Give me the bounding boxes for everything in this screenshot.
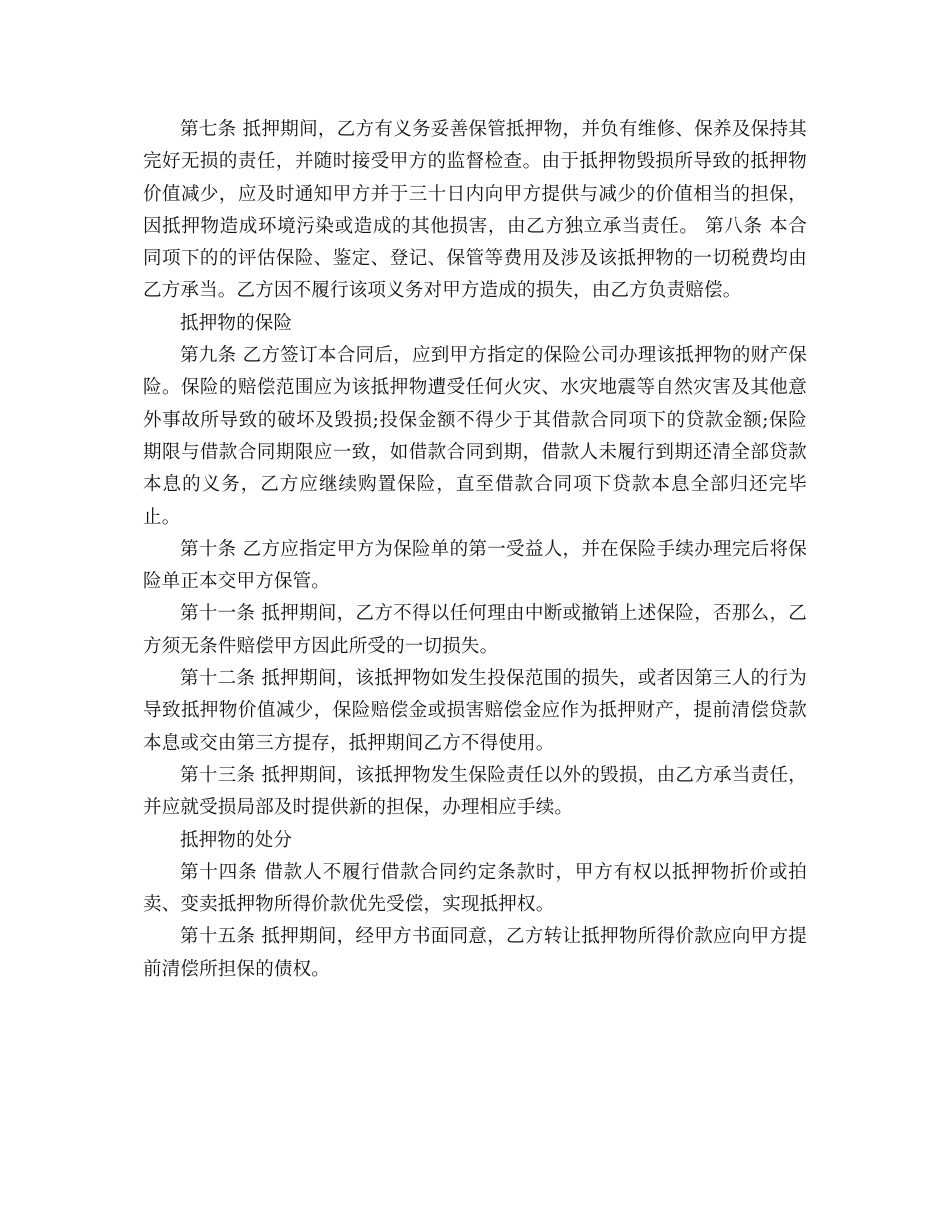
section-heading-disposal: 抵押物的处分 <box>180 829 293 851</box>
section-heading-insurance: 抵押物的保险 <box>180 312 293 334</box>
article-10-paragraph: 第十条 乙方应指定甲方为保险单的第一受益人，并在保险手续办理完后将保险单正本交甲方保管。 <box>143 538 807 593</box>
article-9-paragraph: 第九条 乙方签订本合同后，应到甲方指定的保险公司办理该抵押物的财产保险。保险的赔偿范围应为该抵押物遭受任何火灾、水灾地震等自然灾害及其他意外事故所导致的破坏及毁损;投保金额不得少于其借款合同项下的贷款金额;保险期限与借款合同期限应一致，如借款合同到期，借款人未履行到期还清全部贷款本息的义务，乙方应继续购置保险，直至借款合同项下贷款本息全部归还完毕止。 <box>143 345 807 528</box>
article-14-paragraph: 第十四条 借款人不履行借款合同约定条款时，甲方有权以抵押物折价或拍卖、变卖抵押物所得价款优先受偿，实现抵押权。 <box>143 861 807 916</box>
document-body <box>143 114 807 986</box>
article-11-paragraph: 第十一条 抵押期间，乙方不得以任何理由中断或撤销上述保险，否那么，乙方须无条件赔偿甲方因此所受的一切损失。 <box>143 603 807 657</box>
article-13-paragraph: 第十三条 抵押期间，该抵押物发生保险责任以外的毁损，由乙方承当责任，并应就受损局部及时提供新的担保，办理相应手续。 <box>143 764 807 819</box>
article-15-paragraph: 第十五条 抵押期间，经甲方书面同意，乙方转让抵押物所得价款应向甲方提前清偿所担保的债权。 <box>143 926 807 980</box>
article-7-8-paragraph: 第七条 抵押期间，乙方有义务妥善保管抵押物，并负有维修、保养及保持其完好无损的责任，并随时接受甲方的监督检查。由于抵押物毁损所导致的抵押物价值减少，应及时通知甲方并于三十日内向甲方提供与减少的价值相当的担保，因抵押物造成环境污染或造成的其他损害，由乙方独立承当责任。 第八条 本合同项下的的评估保险、鉴定、登记、保管等费用及涉及该抵押物的一切税费均由乙方承当。乙方因不履行该项义务对甲方造成的损失，由乙方负责赔偿。 <box>143 119 807 302</box>
article-12-paragraph: 第十二条 抵押期间，该抵押物如发生投保范围的损失，或者因第三人的行为导致抵押物价值减少，保险赔偿金或损害赔偿金应作为抵押财产，提前清偿贷款本息或交由第三方提存，抵押期间乙方不得使用。 <box>143 668 807 754</box>
